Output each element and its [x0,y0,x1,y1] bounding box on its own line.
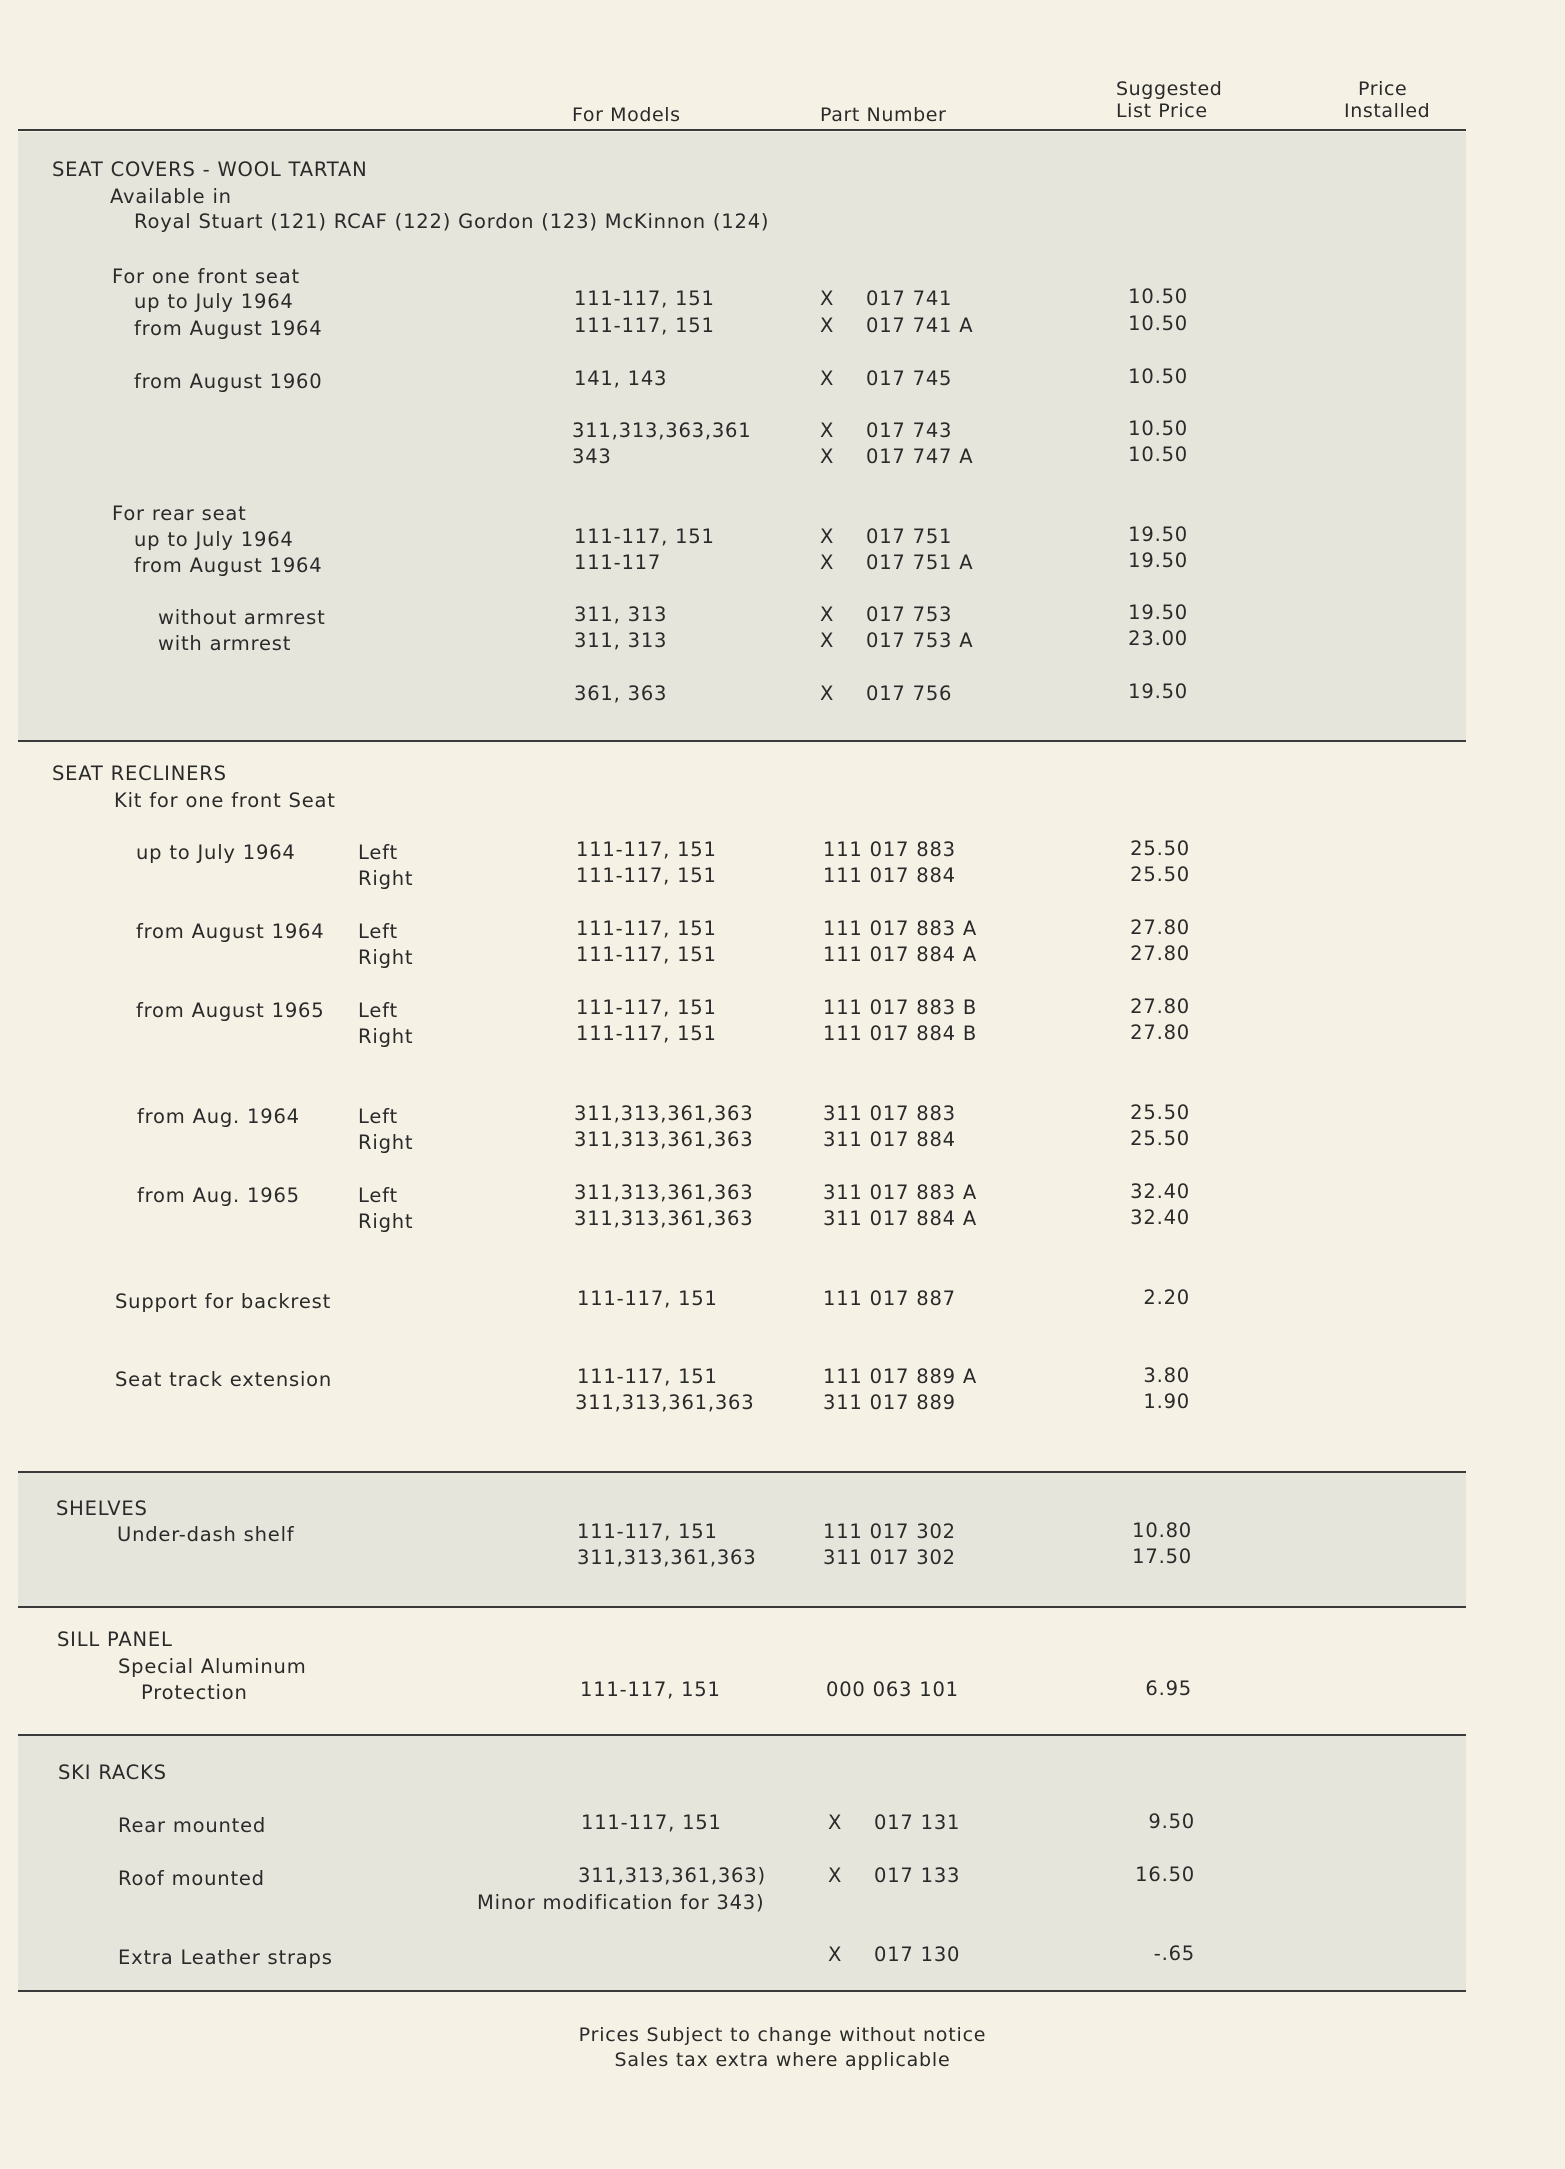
row-price: 32.40 [1130,1206,1190,1229]
row-part-number: 017 745 [866,367,953,390]
row-side: Left [358,841,398,864]
row-price: 10.50 [1128,417,1188,440]
tartan-options: Royal Stuart (121) RCAF (122) Gordon (123) McKinnon (124) [134,210,770,233]
row-part-number: 111 017 884 B [823,1022,978,1045]
header-rule [18,129,1466,131]
row-models: 111-117, 151 [577,1287,718,1310]
row-part-number: 017 753 A [866,629,974,652]
row-price: 25.50 [1130,1127,1190,1150]
row-price: 19.50 [1128,601,1188,624]
row-models: 311, 313 [574,603,668,626]
row-models: 111-117, 151 [581,1811,722,1834]
row-x-mark: X [820,525,835,548]
row-models: 343 [572,445,612,468]
header-price-installed-2: Installed [1344,100,1431,122]
section-title-shelves: SHELVES [56,1497,148,1520]
section-title-seat-recliners: SEAT RECLINERS [52,762,227,785]
divider-after-ski-racks [18,1990,1466,1992]
section-title-sill-panel: SILL PANEL [57,1628,173,1651]
row-price: 27.80 [1130,916,1190,939]
row-models: 111-117, 151 [576,864,717,887]
row-price: 23.00 [1128,627,1188,650]
footer-line-1: Prices Subject to change without notice [578,2024,987,2046]
row-models: 111-117, 151 [574,525,715,548]
row-part-number: 017 747 A [866,445,974,468]
row-price: 9.50 [1148,1810,1195,1833]
row-part-number: 017 131 [874,1811,961,1834]
row-part-number: 017 130 [874,1943,961,1966]
row-models: 111-117, 151 [576,996,717,1019]
row-part-number: 311 017 884 [823,1128,956,1151]
row-side: Left [358,1184,398,1207]
row-label: up to July 1964 [136,841,296,864]
row-part-number: 017 743 [866,419,953,442]
row-x-mark: X [820,682,835,705]
row-label: Rear mounted [118,1814,267,1837]
row-part-number: 017 751 A [866,551,974,574]
row-part-number: 311 017 883 [823,1102,956,1125]
row-models: 111-117, 151 [576,917,717,940]
row-x-mark: X [820,287,835,310]
row-label: from August 1964 [136,920,325,943]
rear-seat-label: For rear seat [112,502,247,525]
row-models: 111-117, 151 [576,943,717,966]
row-models: 311,313,361,363) [578,1864,766,1887]
row-price: 27.80 [1130,995,1190,1018]
sill-label-1: Special Aluminum [118,1655,307,1678]
row-models: 141, 143 [574,367,668,390]
row-label: Roof mounted [118,1867,265,1890]
row-price: 10.50 [1128,443,1188,466]
row-price: 19.50 [1128,680,1188,703]
row-part-number: 000 063 101 [826,1678,959,1701]
row-price: 25.50 [1130,1101,1190,1124]
row-part-number: 017 133 [874,1864,961,1887]
row-x-mark: X [828,1811,843,1834]
row-x-mark: X [820,629,835,652]
row-models: 361, 363 [574,682,668,705]
divider-after-sill-panel [18,1734,1466,1736]
row-price: -.65 [1153,1942,1195,1965]
row-part-number: 017 741 [866,287,953,310]
row-models: 311,313,361,363 [577,1546,757,1569]
row-side: Right [358,1025,414,1048]
section-title-seat-covers: SEAT COVERS - WOOL TARTAN [52,158,368,181]
row-label: up to July 1964 [134,528,294,551]
row-price: 1.90 [1143,1390,1190,1413]
row-x-mark: X [820,314,835,337]
row-price: 32.40 [1130,1180,1190,1203]
row-label: with armrest [158,632,292,655]
row-part-number: 111 017 302 [823,1520,956,1543]
row-x-mark: X [820,551,835,574]
row-part-number: 311 017 884 A [823,1207,977,1230]
row-part-number: 311 017 889 [823,1391,956,1414]
row-part-number: 017 741 A [866,314,974,337]
row-models: 111-117, 151 [576,1022,717,1045]
row-models: 311, 313 [574,629,668,652]
header-part-number: Part Number [820,104,947,126]
sill-label-2: Protection [141,1681,248,1704]
row-price: 2.20 [1143,1286,1190,1309]
row-models: 111-117, 151 [574,314,715,337]
row-models: 311,313,361,363 [575,1391,755,1414]
row-models: 111-117, 151 [574,287,715,310]
row-models: 311,313,363,361 [572,419,752,442]
divider-after-seat-recliners [18,1471,1466,1473]
row-side: Left [358,999,398,1022]
row-part-number: 111 017 883 [823,838,956,861]
row-x-mark: X [828,1943,843,1966]
row-price: 10.50 [1128,365,1188,388]
row-price: 3.80 [1143,1364,1190,1387]
row-price: 10.50 [1128,312,1188,335]
row-part-number: 111 017 883 A [823,917,977,940]
available-in-label: Available in [110,185,232,208]
row-models: 111-117, 151 [576,838,717,861]
row-label: from August 1960 [134,370,323,393]
row-label: from August 1964 [134,554,323,577]
row-part-number: 111 017 883 B [823,996,978,1019]
row-price: 6.95 [1145,1677,1192,1700]
row-price: 10.50 [1128,285,1188,308]
row-label: up to July 1964 [134,290,294,313]
row-side: Right [358,946,414,969]
row-label: from August 1965 [136,999,325,1022]
row-price: 19.50 [1128,549,1188,572]
row-side: Right [358,867,414,890]
row-x-mark: X [820,445,835,468]
row-side: Right [358,1210,414,1233]
row-price: 16.50 [1135,1863,1195,1886]
row-price: 25.50 [1130,863,1190,886]
row-part-number: 111 017 887 [823,1287,956,1310]
row-part-number: 311 017 883 A [823,1181,977,1204]
row-label: Under-dash shelf [117,1523,295,1546]
row-label: Extra Leather straps [118,1946,333,1969]
header-suggested-2: List Price [1116,100,1208,122]
row-label: without armrest [158,606,326,629]
row-models: 111-117, 151 [580,1678,721,1701]
row-models: 311,313,361,363 [574,1207,754,1230]
row-part-number: 111 017 884 [823,864,956,887]
row-price: 17.50 [1132,1545,1192,1568]
row-models: 311,313,361,363 [574,1181,754,1204]
row-label: from August 1964 [134,317,323,340]
row-price: 25.50 [1130,837,1190,860]
row-part-number: 017 753 [866,603,953,626]
row-label: Support for backrest [115,1290,332,1313]
row-price: 10.80 [1132,1519,1192,1542]
row-price: 27.80 [1130,942,1190,965]
row-part-number: 017 756 [866,682,953,705]
row-label: from Aug. 1964 [137,1105,300,1128]
row-part-number: 311 017 302 [823,1546,956,1569]
divider-after-seat-covers [18,740,1466,742]
row-part-number: 017 751 [866,525,953,548]
row-price: 27.80 [1130,1021,1190,1044]
divider-after-shelves [18,1606,1466,1608]
row-side: Left [358,1105,398,1128]
row-part-number: 111 017 889 A [823,1365,977,1388]
row-x-mark: X [820,603,835,626]
row-side: Left [358,920,398,943]
section-title-ski-racks: SKI RACKS [58,1761,167,1784]
row-x-mark: X [820,367,835,390]
kit-label: Kit for one front Seat [114,789,336,812]
row-x-mark: X [820,419,835,442]
roof-rack-note: Minor modification for 343) [477,1891,765,1914]
row-part-number: 111 017 884 A [823,943,977,966]
header-suggested-1: Suggested [1116,78,1223,100]
row-price: 19.50 [1128,523,1188,546]
row-models: 311,313,361,363 [574,1128,754,1151]
front-seat-label: For one front seat [112,265,300,288]
row-models: 311,313,361,363 [574,1102,754,1125]
row-side: Right [358,1131,414,1154]
footer-line-2: Sales tax extra where applicable [614,2049,951,2071]
header-price-installed-1: Price [1358,78,1408,100]
row-label: from Aug. 1965 [137,1184,300,1207]
row-x-mark: X [828,1864,843,1887]
row-label: Seat track extension [115,1368,333,1391]
header-for-models: For Models [572,104,681,126]
row-models: 111-117, 151 [577,1365,718,1388]
row-models: 111-117, 151 [577,1520,718,1543]
row-models: 111-117 [574,551,662,574]
